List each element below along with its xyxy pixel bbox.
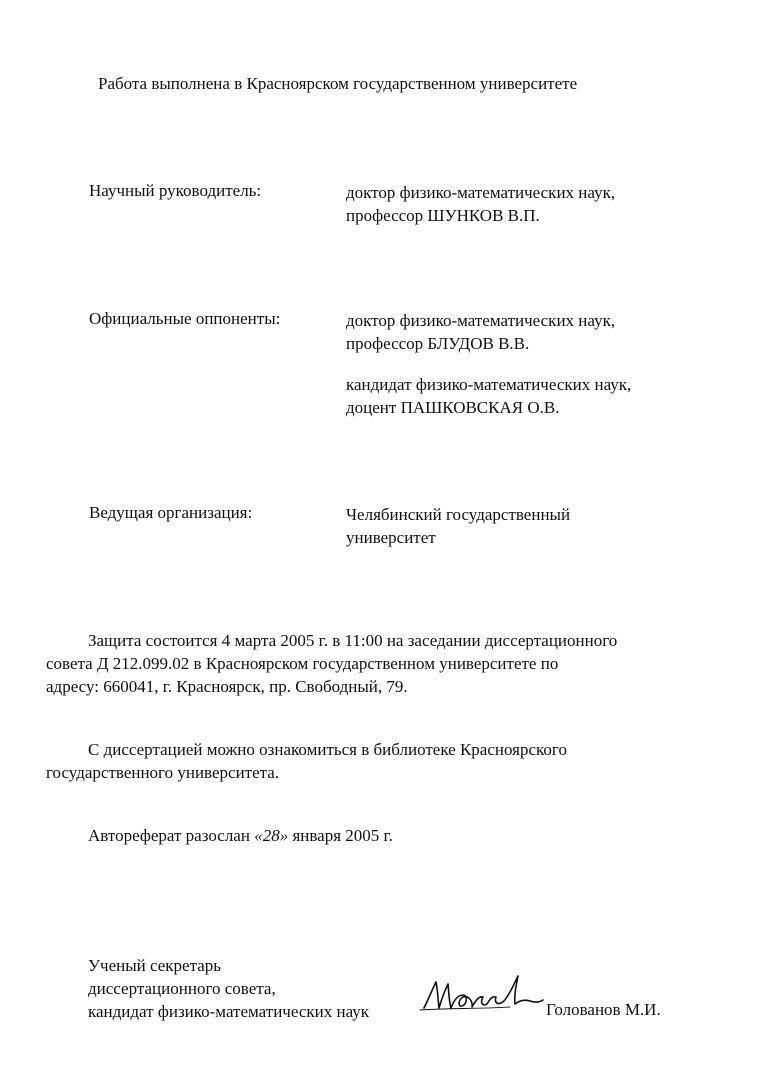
secretary-degree: кандидат физико-математических наук xyxy=(88,1002,370,1021)
opponent-second-degree: кандидат физико-математических наук, xyxy=(346,375,632,394)
opponent-first xyxy=(346,309,615,355)
leading-org-label: Ведущая организация: xyxy=(89,503,253,522)
defense-paragraph xyxy=(46,629,686,698)
abstract-rest: января 2005 г. xyxy=(292,826,393,845)
supervisor-name: профессор ШУНКОВ В.П. xyxy=(346,206,540,225)
defense-line2: совета Д 212.099.02 в Красноярском государственном университете по xyxy=(46,654,559,673)
library-paragraph xyxy=(46,738,686,784)
secretary-title: Ученый секретарь xyxy=(88,956,222,975)
secretary-council: диссертационного совета, xyxy=(88,979,276,998)
handwritten-signature xyxy=(418,968,546,1016)
secretary-name: Голованов М.И. xyxy=(546,1000,661,1019)
library-line2: государственного университета. xyxy=(46,763,280,782)
opponents-label: Официальные оппоненты: xyxy=(89,309,281,328)
abstract-day: «28» xyxy=(254,826,289,845)
opponent-first-degree: доктор физико-математических наук, xyxy=(346,311,616,330)
opponent-second xyxy=(346,373,631,419)
opponent-second-name: доцент ПАШКОВСКАЯ О.В. xyxy=(346,398,560,417)
header-title: Работа выполнена в Красноярском государственном университете xyxy=(98,74,578,93)
leading-org-line1: Челябинский государственный xyxy=(346,505,571,524)
opponent-first-name: профессор БЛУДОВ В.В. xyxy=(346,334,530,353)
abstract-sent xyxy=(88,826,393,846)
defense-line1: Защита состоится 4 марта 2005 г. в 11:00 на заседании диссертационного xyxy=(88,631,618,650)
defense-line3: адресу: 660041, г. Красноярск, пр. Свободный, 79. xyxy=(46,677,408,696)
secretary-block xyxy=(88,954,369,1023)
leading-org-line2: университет xyxy=(346,528,436,547)
library-line1: С диссертацией можно ознакомиться в библиотеке Красноярского xyxy=(88,740,567,759)
abstract-prefix: Автореферат разослан xyxy=(88,826,250,845)
supervisor-details xyxy=(346,181,615,227)
leading-org-details xyxy=(346,503,570,549)
supervisor-label: Научный руководитель: xyxy=(89,181,262,200)
supervisor-degree: доктор физико-математических наук, xyxy=(346,183,616,202)
